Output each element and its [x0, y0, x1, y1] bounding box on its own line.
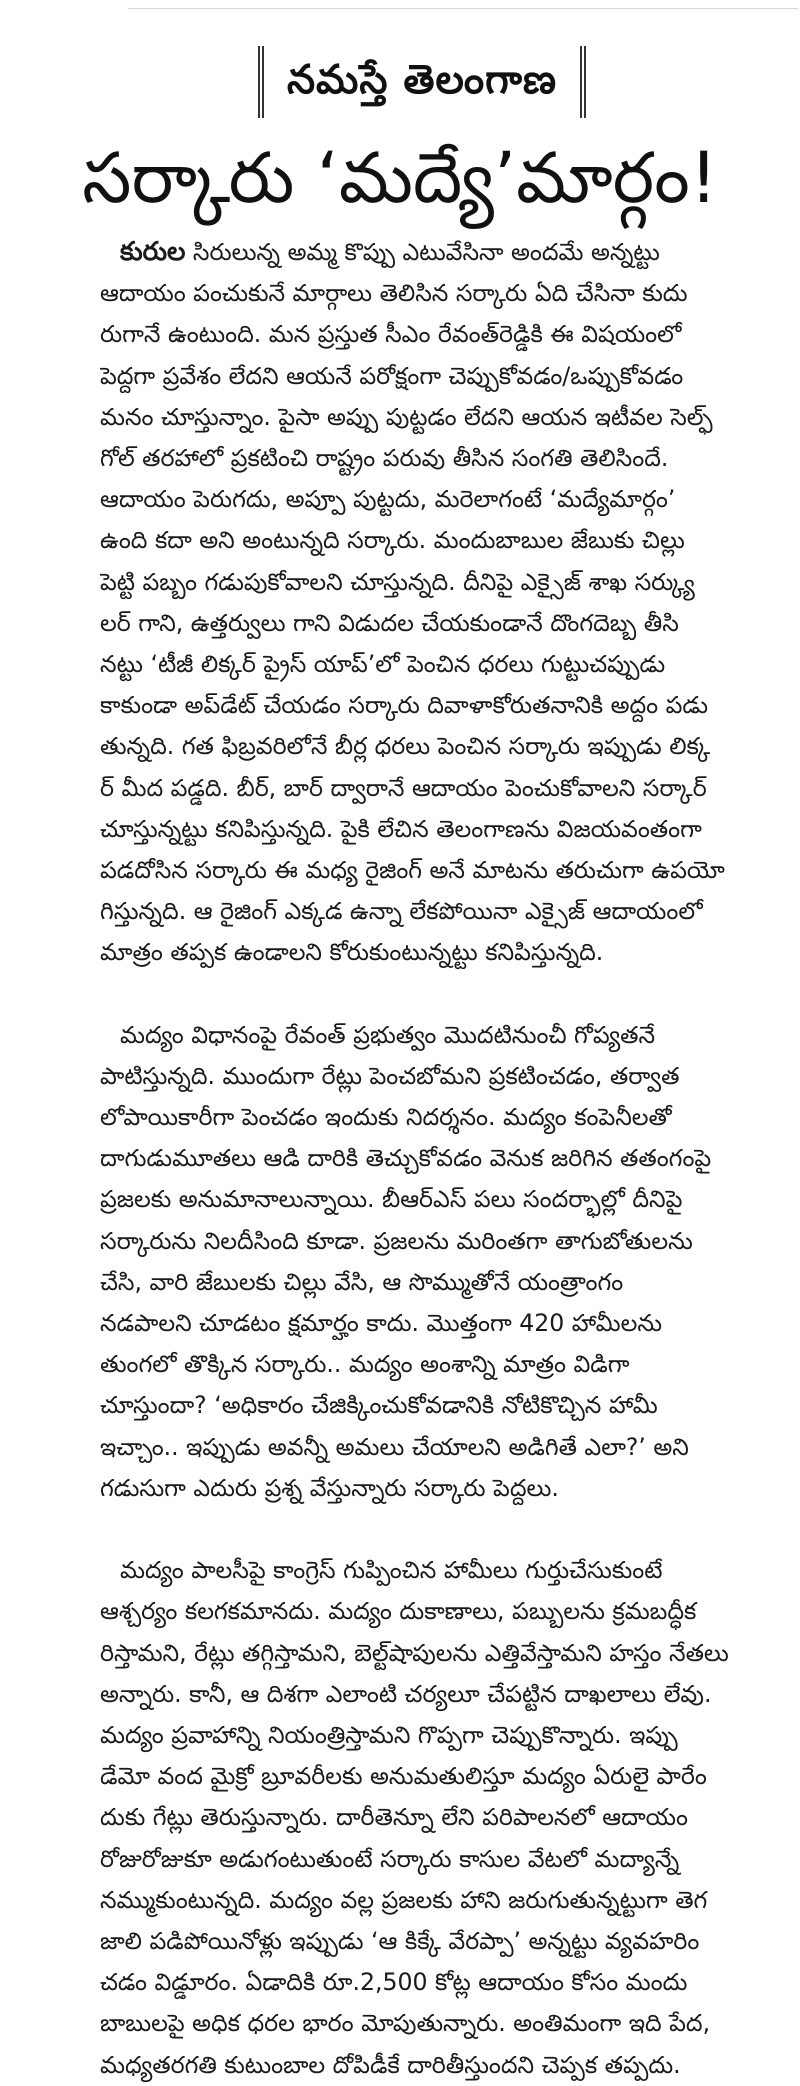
article-line-text: నట్టు ‘టీజీ లిక్కర్ ప్రైస్ యాప్’లో పెంచిన ధరలు గుట్టుచప్పుడు [100, 650, 666, 679]
article-line [100, 1344, 740, 1385]
article-line [100, 1921, 740, 1962]
article-line-text: బాబులపై అధిక ధరల భారం మోపుతున్నారు. అంతిమంగా ఇది పేద, [100, 2009, 711, 2038]
article-line-text: చడం విడ్డూరం. ఏడాదికి రూ.2,500 కోట్ల ఆదాయం కోసం మందు [100, 1968, 688, 1997]
article-line-text: ఆదాయం పంచుకునే మార్గాలు తెలిసిన సర్కారు ఏది చేసినా కుదు [100, 279, 688, 308]
article-line [100, 520, 740, 561]
article-line [100, 1097, 740, 1138]
article-line [100, 1839, 740, 1880]
article-line [100, 644, 740, 685]
article-line-text: మద్యం పాలసీపై కాంగ్రెస్ గుప్పించిన హామీలు గుర్తుచేసుకుంటే [120, 1556, 663, 1585]
article-line [100, 2045, 740, 2086]
article-line [100, 1179, 740, 1220]
article-line-text: సర్కారును నిలదీసింది కూడా. ప్రజలను మరింతగా తాగుబోతులను [100, 1226, 693, 1255]
masthead-rule-right [580, 46, 586, 118]
article-line-text: చూస్తున్నట్టు కనిపిస్తున్నది. పైకి లేచిన తెలంగాణను విజయవంతంగా [100, 814, 702, 843]
article-line [100, 1756, 740, 1797]
article-line-text: మద్యం విధానంపై రేవంత్ ప్రభుత్వం మొదటినుంచీ గోప్యతనే [120, 1020, 656, 1049]
article-line-text: ప్రజలకు అనుమానాలున్నాయి. బీఆర్‌ఎస్ పలు సందర్భాల్లో దీనిపై [100, 1185, 683, 1214]
article-line [100, 685, 740, 726]
article-line-text: డేమో వంద మైక్రో బ్రూవరీలకు అనుమతులిస్తూ మద్యం ఏరులై పారేం [100, 1762, 707, 1791]
article-line [100, 1221, 740, 1262]
article-line-text: రుగానే ఉంటుంది. మన ప్రస్తుత సీఎం రేవంత్‌రెడ్డికి ఈ విషయంలో [100, 320, 682, 349]
article-line [100, 1468, 740, 1509]
article-line-text: పాటిస్తున్నది. ముందుగా రేట్లు పెంచబోమని ప్రకటించడం, తర్వాత [100, 1061, 680, 1090]
article-line-text: గడుసుగా ఎదురు ప్రశ్న వేస్తున్నారు సర్కారు పెద్దలు. [100, 1473, 559, 1502]
article-line [100, 1674, 740, 1715]
article-body [100, 232, 740, 2086]
article-line [100, 1056, 740, 1097]
article-line-text: ఆశ్చర్యం కలగకమానదు. మద్యం దుకాణాలు, పబ్బులను క్రమబద్ధీక [100, 1597, 697, 1626]
article-line-text: దుకు గేట్లు తెరుస్తున్నారు. దారీతెన్నూ లేని పరిపాలనలో ఆదాయం [100, 1803, 688, 1832]
article-line [100, 1015, 740, 1056]
article-line-text: ఇచ్చాం.. ఇప్పుడు అవన్నీ అమలు చేయాలని అడిగితే ఎలా?’ అని [100, 1432, 689, 1461]
article-line [100, 397, 740, 438]
article-line [100, 1550, 740, 1591]
article-line-text: తుంగలో తొక్కిన సర్కారు.. మద్యం అంశాన్ని మాత్రం విడిగా [100, 1350, 630, 1379]
article-line [100, 1962, 740, 2003]
paragraph-1 [100, 232, 740, 974]
article-line [100, 850, 740, 891]
article-line [100, 1633, 740, 1674]
article-line-text: ఆదాయం పెరుగదు, అప్పూ పుట్టదు, మరెలాగంటే ‘మద్యేమార్గం’ [100, 485, 676, 514]
article-line-text: లోపాయికారీగా పెంచడం ఇందుకు నిదర్శనం. మద్యం కంపెనీలతో [100, 1103, 672, 1132]
article-line [100, 438, 740, 479]
article-line [100, 314, 740, 355]
article-line [100, 562, 740, 603]
article-line-text: గోల్ తరహాలో ప్రకటించి రాష్ట్రం పరువు తీసిన సంగతి తెలిసిందే. [100, 444, 669, 473]
article-line [100, 1797, 740, 1838]
article-line [100, 356, 740, 397]
article-line-text: నడపాలని చూడటం క్షమార్హం కాదు. మొత్తంగా 420 హామీలను [100, 1309, 663, 1338]
article-line [100, 891, 740, 932]
article-line-text: చూస్తుందా? ‘అధికారం చేజిక్కించుకోవడానికి నోటికొచ్చిన హామీ [100, 1391, 658, 1420]
article-line-text: పడదోసిన సర్కారు ఈ మధ్య రైజింగ్ అనే మాటను తరుచుగా ఉపయో [100, 856, 725, 885]
masthead-rule-left [258, 46, 264, 118]
article-line-text: రిస్తామని, రేట్లు తగ్గిస్తామని, బెల్ట్‌షాపులను ఎత్తివేస్తామని హస్తం నేతలు [100, 1638, 729, 1667]
article-line [100, 603, 740, 644]
article-line [100, 1880, 740, 1921]
article-line-text: జాలి పడిపోయినోళ్లు ఇప్పుడు ‘ఆ కిక్కే వేరప్పా’ అన్నట్టు వ్యవహరిం [100, 1926, 700, 1955]
article-line [100, 1591, 740, 1632]
article-line-text: చేసి, వారి జేబులకు చిల్లు వేసి, ఆ సొమ్ముతోనే యంత్రాంగం [100, 1267, 624, 1296]
article-line [100, 726, 740, 767]
article-line-text: తున్నది. గత ఫిబ్రవరిలోనే బీర్ల ధరలు పెంచిన సర్కారు ఇప్పుడు లిక్క [100, 732, 711, 761]
article-line-text: మద్యం ప్రవాహాన్ని నియంత్రిస్తామని గొప్పగా చెప్పుకొన్నారు. ఇప్పు [100, 1720, 678, 1749]
article-line [100, 1715, 740, 1756]
article-line-text: మనం చూస్తున్నాం. పైసా అప్పు పుట్టడం లేదని ఆయన ఇటీవల సెల్ఫ్ [100, 402, 713, 431]
article-line [100, 1303, 740, 1344]
article-line-text: మాత్రం తప్పక ఉండాలని కోరుకుంటున్నట్టు కనిపిస్తున్నది. [100, 938, 604, 967]
article-line [100, 1385, 740, 1426]
article-line-text: మధ్యతరగతి కుటుంబాల దోపిడీకే దారితీస్తుందని చెప్పక తప్పదు. [100, 2050, 681, 2079]
article-line-text: సిరులున్న అమ్మ కొప్పు ఎటువేసినా అందమే అన్నట్టు [185, 238, 660, 266]
masthead [0, 40, 800, 120]
paragraph-2 [100, 1015, 740, 1509]
article-line-text: ర్ మీద పడ్డది. బీర్, బార్ ద్వారానే ఆదాయం పెంచుకోవాలని సర్కార్ [100, 773, 707, 802]
top-rule [128, 8, 798, 9]
article-line [100, 479, 740, 520]
article-line-text: ఉంది కదా అని అంటున్నది సర్కారు. మందుబాబుల జేబుకు చిల్లు [100, 526, 685, 555]
article-line-text: పెద్దగా ప్రవేశం లేదని ఆయనే పరోక్షంగా చెప్పుకోవడం/ఒప్పుకోవడం [100, 361, 684, 390]
article-line-text: రోజురోజుకూ అడుగంటుతుంటే సర్కారు కాసుల వేటలో మద్యాన్నే [100, 1844, 680, 1873]
article-line [100, 1262, 740, 1303]
article-line [100, 1427, 740, 1468]
paragraph-3 [100, 1550, 740, 2086]
paper-name: నమస్తే తెలంగాణ [286, 57, 558, 103]
article-line-text: నమ్ముకుంటున్నది. మద్యం వల్ల ప్రజలకు హాని జరుగుతున్నట్టుగా తెగ [100, 1885, 708, 1914]
article-line-text: గిస్తున్నది. ఆ రైజింగ్ ఎక్కడ ఉన్నా లేకపోయినా ఎక్సైజ్ ఆదాయంలో [100, 897, 703, 926]
article-line [100, 273, 740, 314]
article-line-text: అన్నారు. కానీ, ఆ దిశగా ఎలాంటి చర్యలూ చేపట్టిన దాఖలాలు లేవు. [100, 1679, 712, 1708]
article-line-text: లర్ గాని, ఉత్తర్వులు గాని విడుదల చేయకుండానే దొంగదెబ్బ తీసి [100, 608, 679, 637]
headline: సర్కారు ‘మద్యే’మార్గం! [82, 137, 718, 219]
article-line [100, 232, 740, 273]
article-line-text: పెట్టి పబ్బం గడుపుకోవాలని చూస్తున్నది. దీనిపై ఎక్సైజ్ శాఖ సర్క్యు [100, 567, 695, 596]
article-line [100, 2003, 740, 2044]
article-line-text: దాగుడుమూతలు ఆడి దారికి తెచ్చుకోవడం వెనుక జరిగిన తతంగంపై [100, 1144, 712, 1173]
article-line-text: కాకుండా అప్‌డేట్ చేయడం సర్కారు దివాళాకోరుతనానికి అద్దం పడు [100, 691, 708, 720]
lead-word: కురుల [120, 237, 186, 267]
article-line [100, 768, 740, 809]
article-line [100, 932, 740, 973]
article-line [100, 809, 740, 850]
article-line [100, 1138, 740, 1179]
